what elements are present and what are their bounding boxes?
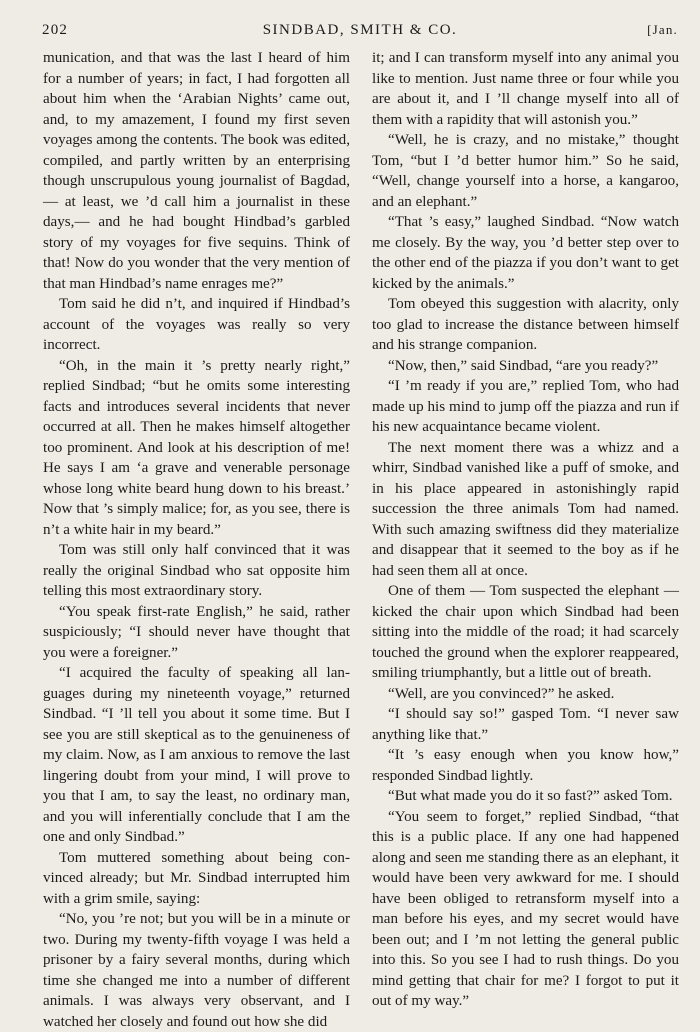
paragraph: “Oh, in the main it ’s pretty nearly right,” replied Sindbad; “but he omits some interesting facts and introduces several incidents that never occurred at all. Then he makes himself altogether too prominent. And look at his description of me! He says I am ‘a grave and venerable personage whose long white beard hung down to his breast.’ Now that ’s simply malice; for, as you see, there is n’t a white hair in my beard.” xyxy=(43,357,350,538)
paragraph: “But what made you do it so fast?” asked Tom. xyxy=(388,788,673,804)
issue-month: [Jan. xyxy=(647,22,678,37)
paragraph: “Now, then,” said Sindbad, “are you ready?” xyxy=(388,357,659,374)
paragraph: Tom was still only half convinced that it was really the original Sindbad who sat opposite him telling this most extraordinary story. xyxy=(43,542,350,599)
paragraph: “It ’s easy enough when you know how,” responded Sindbad lightly. xyxy=(372,747,679,784)
paragraph: it; and I can transform myself into any animal you like to mention. Just name three or four while you are about it, and I ’ll change myself into all of them with a rapidity that will astonish you.” xyxy=(372,50,679,128)
paragraph: “I ’m ready if you are,” replied Tom, who had made up his mind to jump off the piazza and run if his new acquaintance became violent. xyxy=(372,378,679,435)
paragraph: “No, you ’re not; but you will be in a minute or two. During my twenty-fifth voyage I was held a prisoner by a fairy several months, during which time she changed me into a number of different animals. I was always very observant, and I watched her closely and found out how she did xyxy=(43,911,350,1030)
paragraph: Tom said he did n’t, and inquired if Hindbad’s account of the voyages was really so very incorrect. xyxy=(43,296,350,353)
paragraph: “I should say so!” gasped Tom. “I never saw anything like that.” xyxy=(372,706,679,743)
left-column xyxy=(43,48,350,1032)
paragraph: “You seem to forget,” replied Sindbad, “that this is a public place. If any one had happened along and seen me standing there as an elephant, it would have been very awkward for me. I should have been obliged to retransform myself into a man before his eyes, and my secret would have been out; and I ’m not letting the general public into this. So you see I had to rush things. Do you mind getting that chair for me? I forgot to put it out of my way.” xyxy=(372,808,679,1009)
paragraph: One of them — Tom suspected the elephant — kicked the chair upon which Sindbad had been sitting into the middle of the road; it had scarcely touched the ground when the explorer reappeared, smiling triumphantly, but a little out of breath. xyxy=(372,583,679,681)
paragraph: “You speak first-rate English,” he said, rather suspiciously; “I should never have thought that you were a foreigner.” xyxy=(43,603,350,661)
right-column xyxy=(372,48,679,1012)
running-title: SINDBAD, SMITH & CO. xyxy=(262,22,458,38)
paragraph: “Well, he is crazy, and no mistake,” thought Tom, “but I ’d better humor him.” So he said, “Well, change yourself into a horse, a kangaroo, and an elephant.” xyxy=(372,132,679,210)
paragraph: “Well, are you convinced?” he asked. xyxy=(388,685,615,702)
paragraph: Tom obeyed this suggestion with alacrity, only too glad to increase the distance between himself and his strange companion. xyxy=(372,296,679,353)
paragraph: “I acquired the faculty of speaking all languages during my nineteenth voyage,” returned Sindbad. “I ’ll tell you about it some time. But I see you are still skeptical as to the genuineness of my claim. Now, as I am anxious to remove the last lingering doubt from your mind, I will prove to you that I am, to say the least, no ordinary man, and you will inferentially conclude that I am the one and only Sindbad.” xyxy=(43,665,350,845)
paragraph: Tom muttered something about being convinced already; but Mr. Sindbad interrupted him with a grim smile, saying: xyxy=(43,849,350,907)
paragraph: munication, and that was the last I heard of him for a number of years; in fact, I had forgotten all about him when the ‘Arabian Nights’ came out, and, to my amazement, I found my first seven voyages among the contents. The book was edited, compiled, and partly written by an enterprising though unscrupulous young journalist of Bagdad,— at least, we ’d call him a journalist in these days,— and he had bought Hindbad’s garbled story of my voyages for five sequins. Think of that! Now do you wonder that the very mention of that man Hindbad’s name enrages me?” xyxy=(43,50,350,292)
paragraph: The next moment there was a whizz and a whirr, Sindbad vanished like a puff of smoke, and in his place appeared in astonishingly rapid succession the three animals Tom had named. With such amazing swiftness did they materialize and disappear that it seemed to the boy as if he had seen them all at once. xyxy=(372,439,679,579)
running-header xyxy=(42,22,678,48)
page-number: 202 xyxy=(42,22,69,38)
paragraph: “That ’s easy,” laughed Sindbad. “Now watch me closely. By the way, you ’d better step over to the other end of the piazza if you don’t want to get kicked by the animals.” xyxy=(372,214,679,292)
